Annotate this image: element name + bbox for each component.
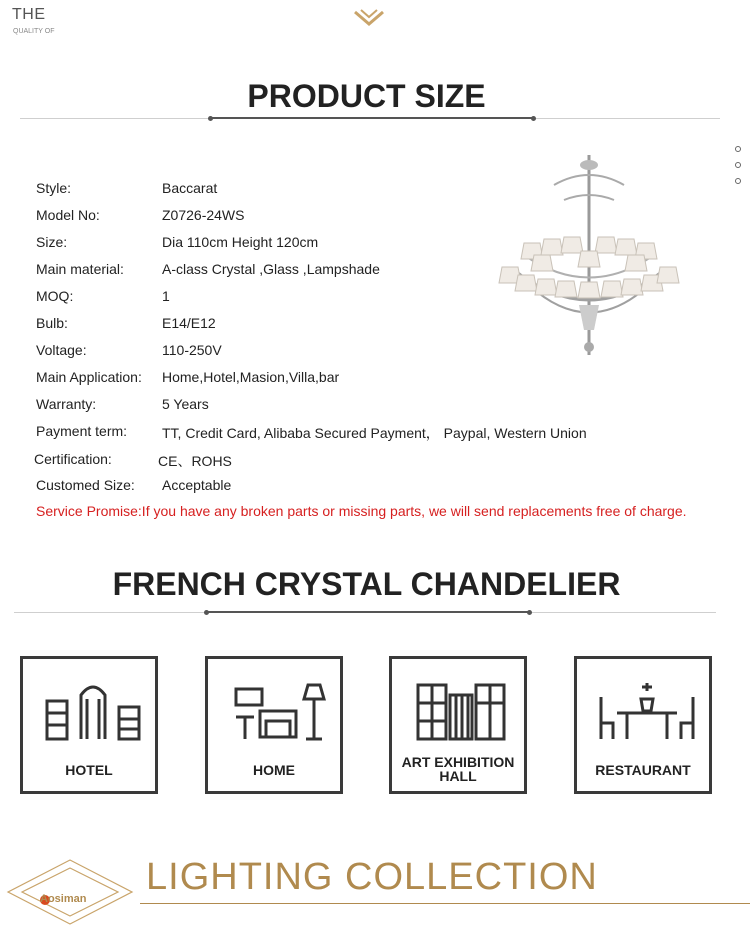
- hotel-icon: [43, 677, 143, 747]
- spec-label: Warranty:: [36, 396, 97, 412]
- spec-label: Voltage:: [36, 342, 87, 358]
- card-label: HOTEL: [65, 762, 113, 778]
- exhibition-hall-icon: [412, 677, 512, 747]
- spec-value: TT, Credit Card, Alibaba Secured Payment， Paypal, Western Union: [162, 425, 587, 441]
- service-promise: Service Promise:If you have any broken parts or missing parts, we will send replacements free of charge.: [36, 503, 687, 519]
- divider-accent: [211, 117, 533, 119]
- divider-dot: [204, 610, 209, 615]
- spec-label: Customed Size:: [36, 477, 135, 493]
- footer-divider: [140, 903, 750, 904]
- page-indicator[interactable]: [735, 146, 741, 194]
- application-card-hotel[interactable]: [20, 656, 158, 794]
- spec-value: 1: [162, 288, 170, 304]
- page-dot[interactable]: [735, 178, 741, 184]
- card-label: HOME: [253, 762, 295, 778]
- spec-value: Home,Hotel,Masion,Villa,bar: [162, 369, 340, 385]
- spec-label: Size:: [36, 234, 68, 250]
- spec-value: E14/E12: [162, 315, 216, 331]
- spec-label: Model No:: [36, 207, 100, 223]
- spec-value: 110-250V: [162, 342, 222, 358]
- spec-value: Z0726-24WS: [162, 207, 245, 223]
- spec-label: Style:: [36, 180, 72, 196]
- spec-value: Acceptable: [162, 477, 232, 493]
- divider-dot: [527, 610, 532, 615]
- card-label: RESTAURANT: [595, 762, 691, 778]
- spec-label: Main material:: [36, 261, 124, 277]
- spec-label: MOQ:: [36, 288, 74, 304]
- spec-label: Bulb:: [36, 315, 68, 331]
- brand-logo: [0, 858, 140, 925]
- spec-label: Payment term:: [36, 423, 128, 439]
- chevron-down-icon[interactable]: [351, 4, 387, 28]
- divider-dot: [531, 116, 536, 121]
- spec-value: CE、ROHS: [158, 453, 232, 469]
- spec-value: A-class Crystal ,Glass ,Lampshade: [162, 261, 380, 277]
- page-dot[interactable]: [735, 162, 741, 168]
- application-card-home[interactable]: [205, 656, 343, 794]
- application-card-exhibition-hall[interactable]: [389, 656, 527, 794]
- divider-dot: [208, 116, 213, 121]
- brand-tagline: QUALITY OF: [13, 28, 55, 35]
- logo-text: Aosiman: [40, 893, 87, 905]
- application-card-restaurant[interactable]: [574, 656, 712, 794]
- page-dot[interactable]: [735, 146, 741, 152]
- spec-value: Dia 110cm Height 120cm: [162, 234, 319, 250]
- divider-accent: [207, 611, 529, 613]
- home-icon: [228, 677, 328, 747]
- card-label: ART EXHIBITION HALL: [401, 754, 515, 784]
- application-title: FRENCH CRYSTAL CHANDELIER: [112, 566, 621, 602]
- chandelier-image: [494, 155, 684, 360]
- spec-value: 5 Years: [162, 396, 209, 412]
- spec-label: Main Application:: [36, 369, 142, 385]
- spec-value: Baccarat: [162, 180, 218, 196]
- product-size-title: PRODUCT SIZE: [247, 78, 486, 114]
- spec-label: Certification:: [34, 451, 112, 467]
- lighting-collection-title: LIGHTING COLLECTION: [146, 856, 598, 898]
- restaurant-icon: [597, 677, 697, 747]
- brand-name: THE: [12, 6, 46, 23]
